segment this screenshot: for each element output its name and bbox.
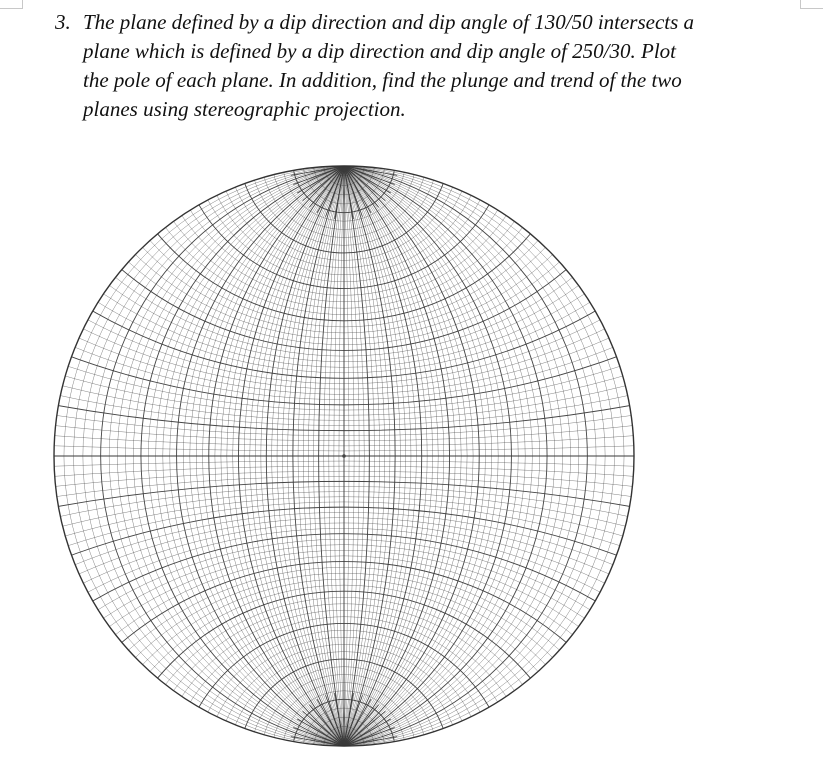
wulff-stereonet [50, 162, 638, 750]
question-text [55, 8, 785, 124]
question-line-2: plane which is defined by a dip direction and dip angle of 250/30. Plot [83, 39, 676, 63]
question-line-4: planes using stereographic projection. [83, 97, 406, 121]
page-corner-mark-right [800, 0, 823, 9]
question-line-3: the pole of each plane. In addition, find the plunge and trend of the two [83, 68, 682, 92]
center-point [342, 454, 346, 458]
question-line-1: The plane defined by a dip direction and dip angle of 130/50 intersects a [83, 10, 695, 34]
page-corner-mark-left [0, 0, 23, 9]
question-number: 3. [55, 10, 71, 34]
stereonet-figure [50, 162, 638, 750]
